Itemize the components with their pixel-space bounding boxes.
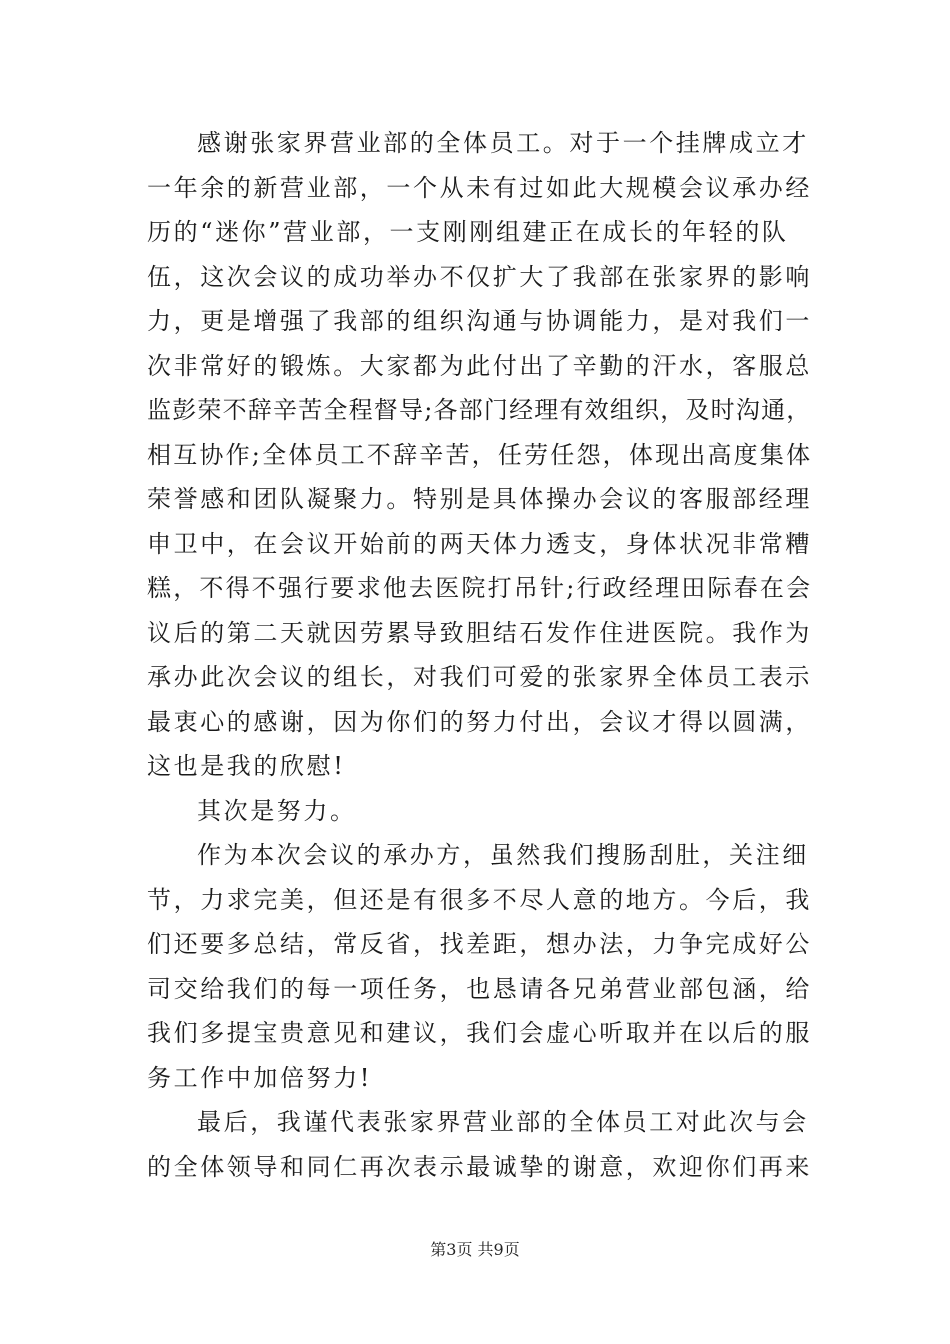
text-line: 伍，这次会议的成功举办不仅扩大了我部在张家界的影响: [147, 262, 812, 291]
text-line: 的全体领导和同仁再次表示最诚挚的谢意，欢迎你们再来: [147, 1152, 812, 1181]
text-line: 其次是努力。: [197, 796, 357, 825]
text-line: 最后，我谨代表张家界营业部的全体员工对此次与会: [197, 1108, 809, 1136]
text-line: 感谢张家界营业部的全体员工。对于一个挂牌成立才: [197, 129, 809, 157]
text-line: 历的“迷你”营业部，一支刚刚组建正在成长的年轻的队: [147, 218, 789, 246]
text-line: 次非常好的锻炼。大家都为此付出了辛勤的汗水，客服总: [147, 351, 812, 380]
text-line: 相互协作;全体员工不辞辛苦，任劳任怨，体现出高度集体: [147, 440, 813, 469]
text-line: 荣誉感和团队凝聚力。特别是具体操办会议的客服部经理: [147, 485, 812, 513]
page-number-footer: 第3页 共9页: [430, 1240, 520, 1259]
text-line: 最衷心的感谢，因为你们的努力付出，会议才得以圆满，: [147, 707, 812, 736]
text-line: 申卫中，在会议开始前的两天体力透支，身体状况非常糟: [147, 529, 812, 558]
text-line: 一年余的新营业部，一个从未有过如此大规模会议承办经: [147, 173, 812, 202]
text-line: 们还要多总结，常反省，找差距，想办法，力争完成好公: [147, 930, 812, 958]
text-line: 监彭荣不辞辛苦全程督导;各部门经理有效组织，及时沟通，: [147, 396, 812, 424]
text-line: 力，更是增强了我部的组织沟通与协调能力，是对我们一: [147, 307, 812, 335]
document-body: [147, 121, 813, 1189]
text-line: 这也是我的欣慰!: [147, 752, 346, 780]
text-line: 作为本次会议的承办方，虽然我们搜肠刮肚，关注细: [197, 841, 809, 869]
text-line: 承办此次会议的组长，对我们可爱的张家界全体员工表示: [147, 663, 812, 691]
text-line: 节，力求完美，但还是有很多不尽人意的地方。今后，我: [147, 885, 812, 914]
text-line: 司交给我们的每一项任务，也恳请各兄弟营业部包涵，给: [147, 974, 812, 1003]
text-line: 务工作中加倍努力!: [147, 1063, 373, 1092]
text-line: 糕，不得不强行要求他去医院打吊针;行政经理田际春在会: [147, 574, 813, 602]
text-line: 我们多提宝贵意见和建议，我们会虚心听取并在以后的服: [147, 1019, 812, 1047]
text-line: 议后的第二天就因劳累导致胆结石发作住进医院。我作为: [147, 618, 812, 647]
